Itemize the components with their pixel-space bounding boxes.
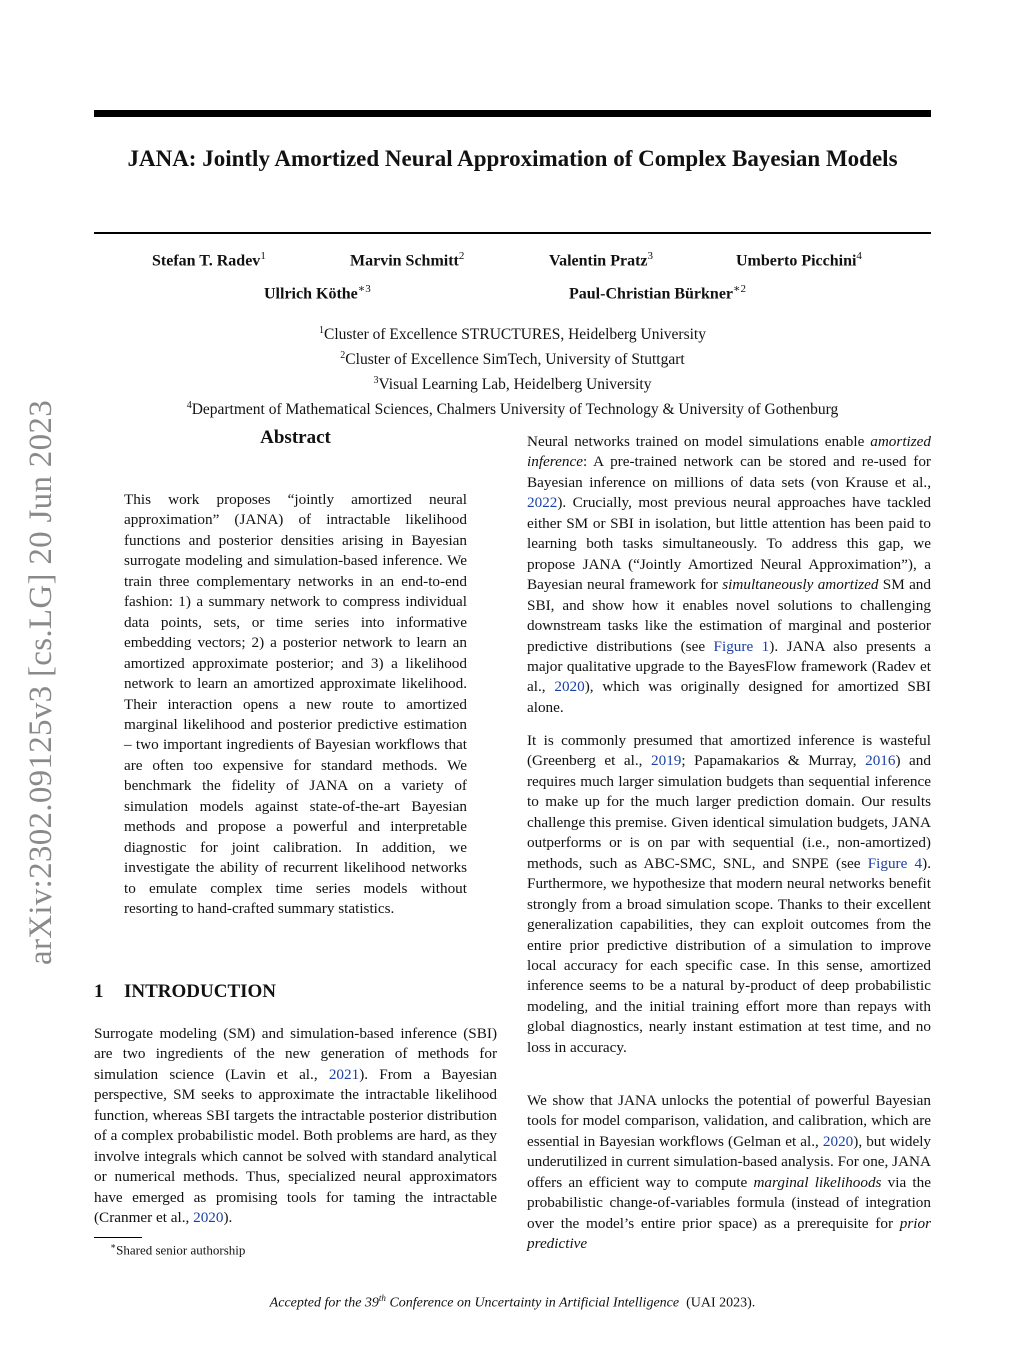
citation-link[interactable]: 2020 [554, 678, 585, 696]
citation-link[interactable]: 2021 [328, 1065, 360, 1083]
author-pratz: Valentin Pratz$^3$ [549, 250, 654, 270]
abstract-heading: Abstract [260, 427, 331, 448]
citation-link[interactable]: 2020 [822, 1132, 854, 1150]
abstract-text: This work proposes “jointly amortized neural approximation” (JANA) of intractable likelihood functions and posterior densities arising in Bayesian surrogate modeling and simulation-based inference. We train three complementary networks in an end-to-end fashion: 1) a summary network to compress individual data points, sets, or time series into informative embedding vectors; 2) a posterior network to learn an amortized approximate posterior; and 3) a likelihood network to learn an amortized approximate likelihood. Their interaction opens a new route to amortized marginal likelihood and posterior predictive estimation – two important ingredients of Bayesian workflows that are often too expensive for standard methods. We benchmark the fidelity of JANA on a variety of simulation models against state-of-the-art Bayesian methods and propose a powerful and interpretable diagnostic for joint calibration. In addition, we investigate the ability of recurrent likelihood networks to emulate complex time series models without resorting to hand-crafted summary statistics. [124, 491, 467, 918]
affiliation-3: $^3$Visual Learning Lab, Heidelberg University [373, 375, 652, 394]
affiliation-2: $^2$Cluster of Excellence SimTech, University of Stuttgart [340, 350, 685, 369]
citation-link[interactable]: 2019 [651, 752, 682, 770]
author-schmitt: Marvin Schmitt$^2$ [350, 250, 465, 270]
title-bottom-rule [94, 232, 931, 234]
footnote-rule [94, 1237, 142, 1238]
citation-link[interactable]: 2020 [193, 1209, 224, 1227]
citation-link[interactable]: 2016 [865, 752, 896, 770]
title-top-rule [94, 110, 931, 117]
author-burkner: Paul-Christian Bürkner$^{∗2}$ [569, 283, 746, 303]
intro-paragraph-4: We show that JANA unlocks the potential of powerful Bayesian tools for model comparison, validation, and calibration, which are essential in Bayesian workflows (Gelman et al., 2020), but widely underutilized in current simulation-based analysis. For one, JANA offers an efficient way to compute marginal likelihoods via the probabilistic change-of-variables formula (instead of integration over the model’s entire prior space) as a prerequisite for prior predictive [527, 1092, 932, 1253]
intro-paragraph-2: Neural networks trained on model simulations enable amortized inference: A pre-trained network can be stored and re-used for Bayesian inference on millions of data sets (von Krause et al., 2022). Crucially, most previous neural approaches have tackled either SM or SBI in isolation, but little attention has been paid to learning both tasks simultaneously. To address this gap, we propose JANA (“Jointly Amortized Neural Approximation”), a Bayesian neural framework for simultaneously amortized SM and SBI, and show how it enables novel solutions to challenging downstream tasks like the estimation of marginal and posterior predictive distributions (see Figure 1). JANA also presents a major qualitative upgrade to the BayesFlow framework (Radev et al., 2020), which was originally designed for amortized SBI alone. [527, 433, 931, 716]
author-kothe: Ullrich Köthe$^{∗3}$ [264, 283, 371, 303]
arxiv-identifier: arXiv:2302.09125v3 [cs.LG] 20 Jun 2023 [23, 399, 59, 965]
affiliations [94, 320, 931, 421]
paper-title: JANA: Jointly Amortized Neural Approximation of Complex Bayesian Models [127, 146, 898, 171]
acceptance-note: Accepted for the 39th Conference on Uncertainty in Artificial Intelligence (UAI 2023). [269, 1293, 756, 1311]
figure-link[interactable]: Figure 1 [713, 637, 770, 655]
author-picchini: Umberto Picchini$^4$ [736, 250, 862, 270]
footnote: ∗Shared senior authorship [110, 1241, 246, 1258]
affiliation-4: $^4$Department of Mathematical Sciences, Chalmers University of Technology & University of Gothenburg [186, 400, 839, 419]
figure-link[interactable]: Figure 4 [867, 854, 923, 872]
intro-paragraph-1: Surrogate modeling (SM) and simulation-based inference (SBI) are two ingredients of the new generation of methods for simulation science (Lavin et al., 2021). From a Bayesian perspective, SM seeks to approximate the intractable likelihood function, whereas SBI targets the intractable posterior distribution of a complex probabilistic model. Both problems are hard, as they involve integrals which cannot be solved with standard analytical or numerical methods. Thus, specialized neural approximators have emerged as promising tools for taming the intractable (Cranmer et al., 2020). [94, 1025, 497, 1227]
section-heading-introduction: 1 INTRODUCTION [94, 981, 277, 1002]
affiliation-1: $^1$Cluster of Excellence STRUCTURES, Heidelberg University [319, 325, 706, 344]
author-radev: Stefan T. Radev$^1$ [152, 250, 266, 270]
intro-paragraph-3: It is commonly presumed that amortized inference is wasteful (Greenberg et al., 2019; Papamakarios & Murray, 2016) and requires much larger simulation budgets than sequential inference to make up for the much larger prediction domain. Our results challenge this premise. Given identical simulation budgets, JANA outperforms or is on par with sequential (i.e., non-amortized) methods, such as ABC-SMC, SNL, and SNPE (see Figure 4). Furthermore, we hypothesize that modern neural networks benefit strongly from a broad simulation scope. Thanks to their excellent generalization capabilities, they can exploit outcomes from the entire prior predictive distribution of a simulation to improve local accuracy for each specific case. In this sense, amortized inference seems to be a natural by-product of deep probabilistic modeling, and the initial training effort more than repays with global diagnostics, nearly instant estimation at test time, and no loss in accuracy. [527, 732, 931, 1056]
citation-link[interactable]: 2022 [527, 494, 558, 512]
